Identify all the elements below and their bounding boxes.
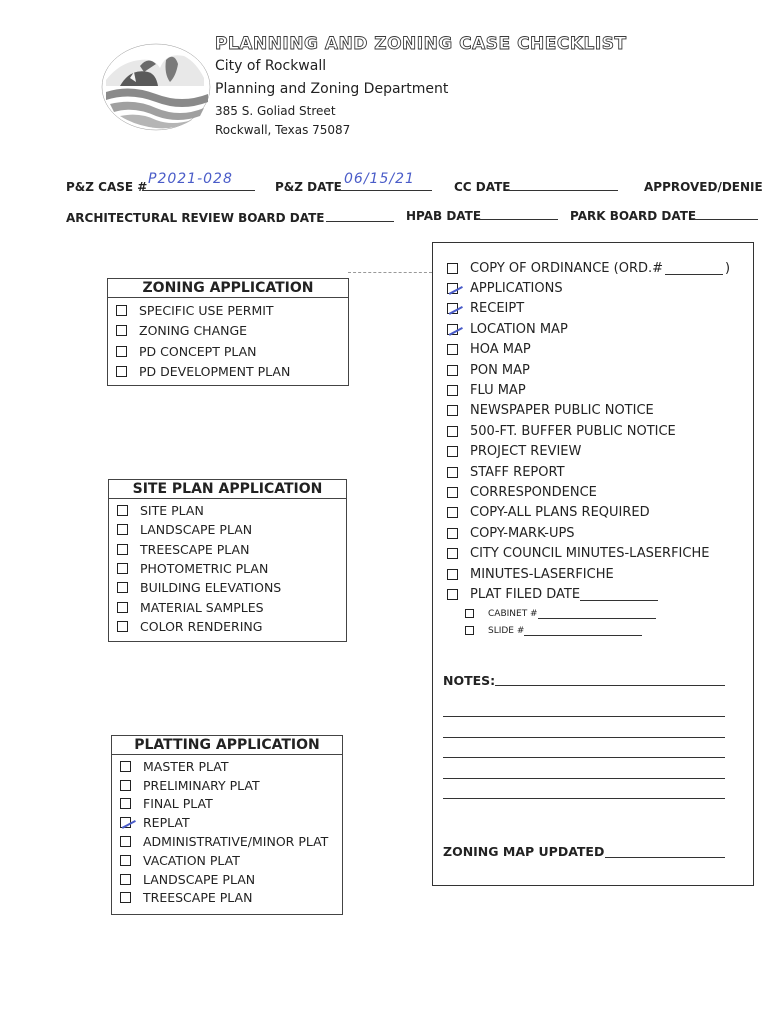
checkbox[interactable] <box>447 589 458 600</box>
checklist-row-zoning-change[interactable] <box>116 321 348 342</box>
checkbox[interactable] <box>120 892 131 903</box>
plat-filed-date-field[interactable] <box>580 587 658 601</box>
zoning-map-updated-label: ZONING MAP UPDATED <box>443 844 605 859</box>
checklist-row-minutes-laserfiche[interactable] <box>447 564 730 584</box>
checkbox[interactable] <box>447 283 458 294</box>
notes-label: NOTES: <box>443 673 496 688</box>
city-address: Rockwall, Texas 75087 <box>215 123 351 137</box>
cc-date-field[interactable] <box>508 177 618 191</box>
cc-date-label: CC DATE <box>454 180 511 194</box>
site-plan-items <box>109 499 346 636</box>
arb-date-label: ARCHITECTURAL REVIEW BOARD DATE <box>66 211 325 225</box>
checkbox-label: ZONING CHANGE <box>139 323 248 339</box>
checkbox[interactable] <box>465 609 474 618</box>
checkbox[interactable] <box>120 761 131 772</box>
checklist-row-receipt[interactable] <box>447 299 730 319</box>
checkbox-label: ADMINISTRATIVE/MINOR PLAT <box>143 834 329 850</box>
checkbox[interactable] <box>120 836 131 847</box>
checkbox-label: BUILDING ELEVATIONS <box>140 580 282 596</box>
platting-application-title: PLATTING APPLICATION <box>112 736 342 755</box>
checkbox[interactable] <box>120 817 131 828</box>
zoning-items <box>108 298 348 382</box>
checklist-row-flu-map[interactable] <box>447 380 730 400</box>
checkbox[interactable] <box>116 346 127 357</box>
checklist-row-vacation-plat[interactable] <box>120 851 342 870</box>
checkbox-label: SITE PLAN <box>140 503 204 519</box>
checkbox[interactable] <box>117 544 128 555</box>
checklist-row-plat-filed-date[interactable] <box>447 584 730 604</box>
checkbox[interactable] <box>117 505 128 516</box>
checkbox[interactable] <box>447 548 458 559</box>
checklist-row-pd-concept-plan[interactable] <box>116 341 348 362</box>
department-name: Planning and Zoning Department <box>215 81 449 97</box>
checkbox[interactable] <box>447 324 458 335</box>
checkbox[interactable] <box>447 446 458 457</box>
park-board-date-label: PARK BOARD DATE <box>570 209 697 223</box>
platting-items <box>112 755 342 907</box>
checkbox[interactable] <box>117 602 128 613</box>
checkbox-label: TREESCAPE PLAN <box>140 541 250 557</box>
checkbox-label: COLOR RENDERING <box>140 618 263 634</box>
street-address: 385 S. Goliad Street <box>215 104 336 118</box>
zoning-map-updated-field[interactable] <box>605 857 725 858</box>
checkbox[interactable] <box>465 626 474 635</box>
checklist-row-building-elevations[interactable] <box>117 578 346 597</box>
checkbox-label: COPY-ALL PLANS REQUIRED <box>470 505 650 521</box>
checklist-row-copy-of-ordinance-ord[interactable] <box>447 258 730 278</box>
checklist-row-master-plat[interactable] <box>120 757 342 776</box>
notes-line-2[interactable] <box>443 716 725 717</box>
checkbox[interactable] <box>447 405 458 416</box>
checkbox-label: COPY OF ORDINANCE (ORD.# <box>470 260 664 276</box>
checkbox[interactable] <box>117 563 128 574</box>
ordinance-number-field[interactable] <box>665 261 723 275</box>
checklist-row-final-plat[interactable] <box>120 795 342 814</box>
checkbox-label: 500-FT. BUFFER PUBLIC NOTICE <box>470 423 676 439</box>
checklist-row-project-review[interactable] <box>447 442 730 462</box>
checkbox-label: LANDSCAPE PLAN <box>140 522 253 538</box>
checkbox[interactable] <box>120 780 131 791</box>
checklist-row-pd-development-plan[interactable] <box>116 362 348 383</box>
notes-line-6[interactable] <box>443 798 725 799</box>
site-plan-application-box <box>108 479 347 642</box>
checkbox-label: SPECIFIC USE PERMIT <box>139 302 274 318</box>
checkbox[interactable] <box>447 385 458 396</box>
checklist-row-color-rendering[interactable] <box>117 617 346 636</box>
checkbox-label: HOA MAP <box>470 342 531 358</box>
site-plan-application-title: SITE PLAN APPLICATION <box>109 480 346 499</box>
checkbox-label: COPY-MARK-UPS <box>470 525 575 541</box>
checkbox-label: REPLAT <box>143 815 190 831</box>
checklist-row-location-map[interactable] <box>447 319 730 339</box>
plat-filed-sub-items <box>465 605 656 639</box>
checkbox[interactable] <box>447 569 458 580</box>
checklist-row-correspondence[interactable] <box>447 482 730 502</box>
arb-date-field[interactable] <box>326 208 394 222</box>
checkbox-label: MINUTES-LASERFICHE <box>470 566 614 582</box>
zoning-application-title: ZONING APPLICATION <box>108 279 348 298</box>
checklist-row-copy-all-plans-required[interactable] <box>447 503 730 523</box>
checkbox[interactable] <box>447 426 458 437</box>
checkbox-label: PD DEVELOPMENT PLAN <box>139 364 291 380</box>
checkbox[interactable] <box>447 263 458 274</box>
checklist-row-site-plan[interactable] <box>117 501 346 520</box>
checkbox-label: STAFF REPORT <box>470 464 565 480</box>
park-board-date-field[interactable] <box>694 206 758 220</box>
checkbox-label: MATERIAL SAMPLES <box>140 599 264 615</box>
hpab-date-label: HPAB DATE <box>406 209 482 223</box>
city-logo <box>100 42 212 132</box>
checkbox-label: CORRESPONDENCE <box>470 484 597 500</box>
org-name: City of Rockwall <box>215 58 327 74</box>
pz-date-label: P&Z DATE <box>275 180 342 194</box>
checkbox-label: LANDSCAPE PLAN <box>143 871 256 887</box>
approved-denied-label: APPROVED/DENIE <box>644 180 763 194</box>
checkbox-label: MASTER PLAT <box>143 758 229 774</box>
sub-item-field[interactable] <box>538 609 656 619</box>
checkbox-label: APPLICATIONS <box>470 281 563 297</box>
checkbox-label: RECEIPT <box>470 301 525 317</box>
checklist-row-specific-use-permit[interactable] <box>116 300 348 321</box>
checkbox[interactable] <box>447 528 458 539</box>
pz-case-value: P2021-028 <box>148 171 233 187</box>
zoning-application-box <box>107 278 349 386</box>
checkbox-label: LOCATION MAP <box>470 321 568 337</box>
notes-line-4[interactable] <box>443 757 725 758</box>
checkbox[interactable] <box>117 582 128 593</box>
checklist-row-photometric-plan[interactable] <box>117 559 346 578</box>
notes-line-3[interactable] <box>443 737 725 738</box>
case-checklist-box <box>432 242 754 886</box>
ordinance-close-paren: ) <box>725 260 731 276</box>
checkbox-label: NEWSPAPER PUBLIC NOTICE <box>470 403 654 419</box>
checkbox-label: PD CONCEPT PLAN <box>139 343 257 359</box>
checklist-row-newspaper-public-notice[interactable] <box>447 401 730 421</box>
checkbox[interactable] <box>116 305 127 316</box>
checkbox-label: FINAL PLAT <box>143 796 213 812</box>
checkbox-label: SLIDE # <box>488 625 525 636</box>
checklist-row-treescape-plan[interactable] <box>120 889 342 908</box>
checklist-row-copy-mark-ups[interactable] <box>447 523 730 543</box>
notes-line-5[interactable] <box>443 778 725 779</box>
checkbox[interactable] <box>120 874 131 885</box>
checklist-row-landscape-plan[interactable] <box>120 870 342 889</box>
checkbox-label: PHOTOMETRIC PLAN <box>140 561 269 577</box>
notes-line-1[interactable] <box>495 685 725 686</box>
checkbox[interactable] <box>447 487 458 498</box>
sub-item-field[interactable] <box>524 626 642 636</box>
pz-date-value: 06/15/21 <box>344 171 415 187</box>
hpab-date-field[interactable] <box>478 206 558 220</box>
checklist-row-staff-report[interactable] <box>447 462 730 482</box>
checklist-row-applications[interactable] <box>447 278 730 298</box>
checkbox[interactable] <box>117 524 128 535</box>
checkbox[interactable] <box>447 507 458 518</box>
connector-line <box>348 272 432 273</box>
platting-application-box <box>111 735 343 915</box>
checkbox-label: PON MAP <box>470 362 530 378</box>
form-title: PLANNING AND ZONING CASE CHECKLIST <box>215 34 627 54</box>
checkbox[interactable] <box>117 621 128 632</box>
checkbox-label: CITY COUNCIL MINUTES-LASERFICHE <box>470 546 710 562</box>
checkbox-label: FLU MAP <box>470 383 526 399</box>
checklist-row-500-ft-buffer-public-notice[interactable] <box>447 421 730 441</box>
checkbox-label: VACATION PLAT <box>143 852 240 868</box>
checklist-row-city-council-minutes-laserfiche[interactable] <box>447 543 730 563</box>
checklist-row-pon-map[interactable] <box>447 360 730 380</box>
pz-case-label: P&Z CASE # <box>66 180 148 194</box>
checklist-row-preliminary-plat[interactable] <box>120 776 342 795</box>
checklist-row-treescape-plan[interactable] <box>117 540 346 559</box>
sub-item-slide[interactable] <box>465 622 656 639</box>
checkbox[interactable] <box>116 325 127 336</box>
checkbox[interactable] <box>120 855 131 866</box>
checklist-row-administrative-minor-plat[interactable] <box>120 832 342 851</box>
checkbox[interactable] <box>120 798 131 809</box>
checklist-row-hoa-map[interactable] <box>447 340 730 360</box>
checklist-row-landscape-plan[interactable] <box>117 520 346 539</box>
sub-item-cabinet[interactable] <box>465 605 656 622</box>
checkbox[interactable] <box>447 303 458 314</box>
checkbox[interactable] <box>447 344 458 355</box>
checklist-items <box>447 258 730 605</box>
checkbox[interactable] <box>447 467 458 478</box>
checkbox-label: CABINET # <box>488 608 538 619</box>
checkbox-label: PRELIMINARY PLAT <box>143 777 260 793</box>
checkbox-label: TREESCAPE PLAN <box>143 890 253 906</box>
checkbox[interactable] <box>116 366 127 377</box>
checklist-row-replat[interactable] <box>120 813 342 832</box>
checkbox-label: PROJECT REVIEW <box>470 444 582 460</box>
checkbox-label: PLAT FILED DATE <box>470 586 581 602</box>
checkbox[interactable] <box>447 365 458 376</box>
checklist-row-material-samples[interactable] <box>117 597 346 616</box>
